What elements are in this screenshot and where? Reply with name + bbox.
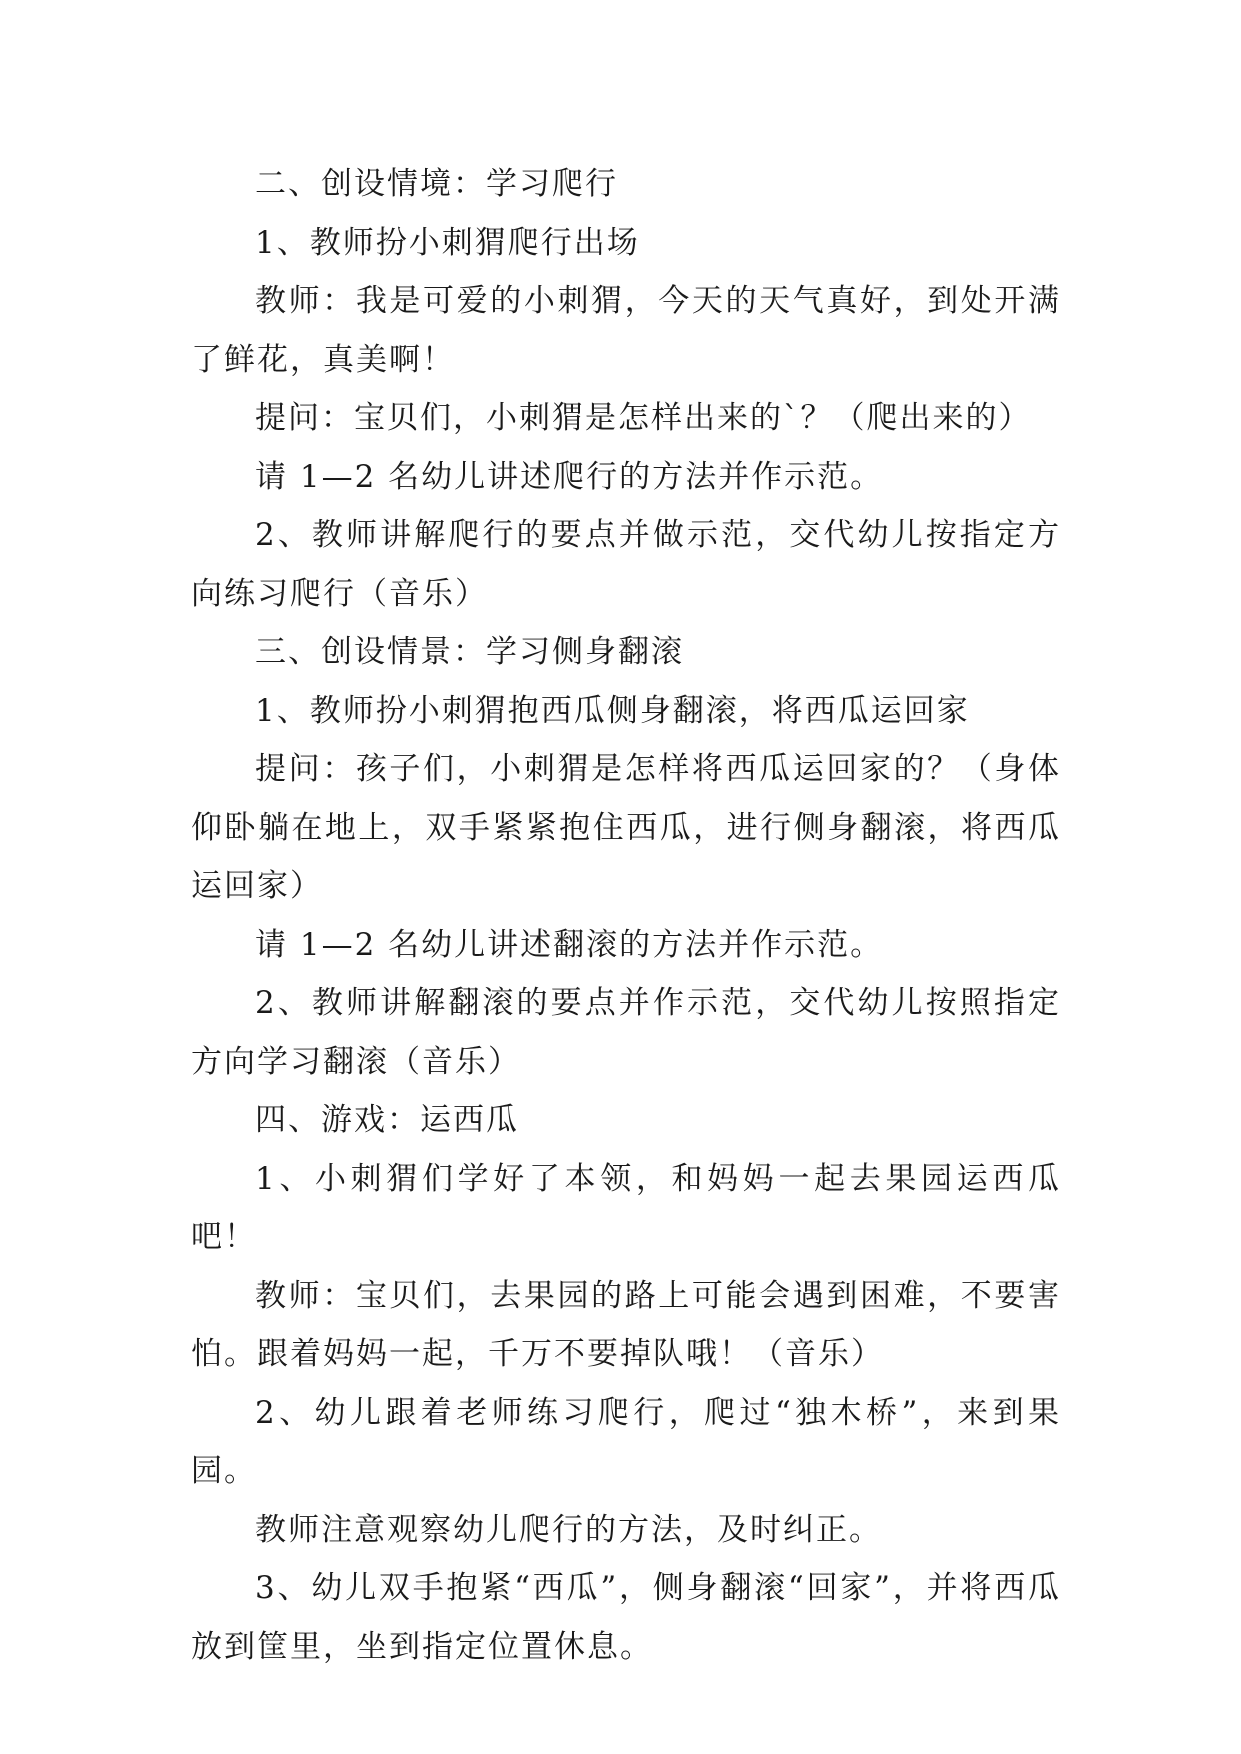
document-body	[191, 155, 1061, 1676]
paragraph: 教师：宝贝们，去果园的路上可能会遇到困难，不要害怕。跟着妈妈一起，千万不要掉队哦！（音乐）	[191, 1277, 1061, 1372]
paragraph: 提问：孩子们，小刺猬是怎样将西瓜运回家的？（身体仰卧躺在地上，双手紧紧抱住西瓜，进行侧身翻滚，将西瓜运回家）	[191, 751, 1061, 904]
section-heading-4: 四、游戏：运西瓜	[255, 1102, 519, 1138]
paragraph: 教师注意观察幼儿爬行的方法，及时纠正。	[255, 1511, 882, 1548]
paragraph: 3、幼儿双手抱紧“西瓜”，侧身翻滚“回家”，并将西瓜放到筐里，坐到指定位置休息。	[191, 1570, 1061, 1665]
paragraph: 1、教师扮小刺猬抱西瓜侧身翻滚，将西瓜运回家	[255, 692, 970, 729]
paragraph: 2、教师讲解翻滚的要点并作示范，交代幼儿按照指定方向学习翻滚（音乐）	[191, 985, 1061, 1080]
paragraph: 2、幼儿跟着老师练习爬行，爬过“独木桥”，来到果园。	[191, 1394, 1061, 1489]
paragraph: 2、教师讲解爬行的要点并做示范，交代幼儿按指定方向练习爬行（音乐）	[191, 517, 1061, 612]
paragraph: 请 1—2 名幼儿讲述翻滚的方法并作示范。	[255, 926, 884, 963]
paragraph: 请 1—2 名幼儿讲述爬行的方法并作示范。	[255, 458, 884, 495]
paragraph: 1、小刺猬们学好了本领，和妈妈一起去果园运西瓜吧！	[191, 1160, 1061, 1255]
paragraph: 1、教师扮小刺猬爬行出场	[255, 224, 640, 261]
section-heading-3: 三、创设情景：学习侧身翻滚	[255, 634, 684, 670]
paragraph: 提问：宝贝们，小刺猬是怎样出来的`？（爬出来的）	[255, 400, 1032, 436]
paragraph: 教师：我是可爱的小刺猬，今天的天气真好，到处开满了鲜花，真美啊！	[191, 283, 1061, 378]
section-heading-2: 二、创设情境：学习爬行	[255, 166, 618, 202]
